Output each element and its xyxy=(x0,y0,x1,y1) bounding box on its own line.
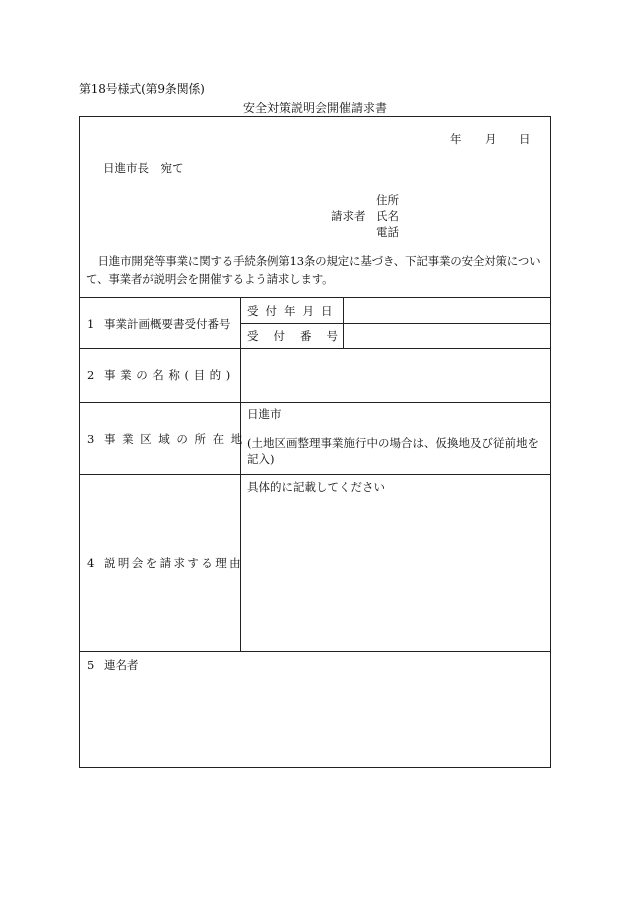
row4-label: 説明会を請求する理由 xyxy=(104,556,243,570)
row4-number: 4 xyxy=(87,556,95,570)
form-number: 第18号様式(第9条関係) xyxy=(79,82,205,96)
row1-label: 事業計画概要書受付番号 xyxy=(104,317,231,331)
row1-number: 1 xyxy=(87,317,95,331)
row2-number: 2 xyxy=(87,368,95,382)
receipt-date-label-text: 受付年月日 xyxy=(247,304,340,318)
divider-row1-sub xyxy=(241,323,550,324)
requester-label: 請求者 xyxy=(331,209,366,223)
divider-row2 xyxy=(80,402,550,403)
location-city: 日進市 xyxy=(247,407,282,421)
row3-number: 3 xyxy=(87,432,95,446)
receipt-number-label: 受付番号 xyxy=(247,329,353,343)
phone-label: 電話 xyxy=(376,225,399,239)
location-note: (土地区画整理事業施行中の場合は、仮換地及び従前地を記入) xyxy=(247,436,539,466)
divider-row4 xyxy=(80,651,550,652)
row3-label: 事業区域の所在地 xyxy=(104,432,249,446)
address-label: 住所 xyxy=(376,193,399,207)
column-divider xyxy=(240,297,241,651)
date-month: 月 xyxy=(485,132,497,146)
date-day: 日 xyxy=(519,132,531,146)
form-frame xyxy=(79,116,551,768)
addressee: 日進市長 宛て xyxy=(103,161,184,175)
row5-label: 連名者 xyxy=(104,658,139,672)
receipt-date-label xyxy=(247,303,340,319)
divider-row1 xyxy=(80,348,550,349)
row2-label: 事業の名称(目的) xyxy=(104,368,235,382)
row5-number: 5 xyxy=(87,658,95,672)
name-label: 氏名 xyxy=(376,209,399,223)
date-year: 年 xyxy=(450,132,462,146)
request-statement: 日進市開発等事業に関する手続条例第13条の規定に基づき、下記事業の安全対策について、事業者が説明会を開催するよう請求します。 xyxy=(86,254,541,286)
divider-row3 xyxy=(80,474,550,475)
reason-hint: 具体的に記載してください xyxy=(247,480,385,494)
divider-header xyxy=(80,297,550,298)
form-title: 安全対策説明会開催請求書 xyxy=(242,101,387,115)
